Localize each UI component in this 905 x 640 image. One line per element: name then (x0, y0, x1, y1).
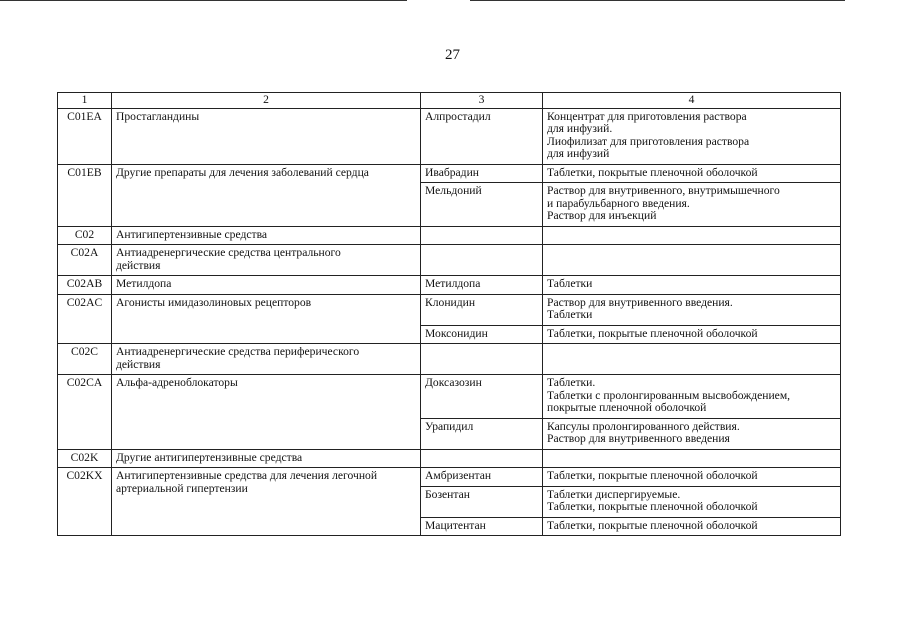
drug-classification-table (57, 92, 841, 536)
atc-code-cell: C02CA (58, 375, 112, 450)
header-cell-form: 4 (543, 93, 841, 109)
group-name-cell: Агонисты имидазолиновых рецепторов (112, 294, 421, 344)
drug-name-cell (421, 344, 543, 375)
dosage-form-cell: Капсулы пролонгированного действия. Раствор для внутривенного введения (543, 418, 841, 449)
drug-name-cell: Ивабрадин (421, 164, 543, 183)
table-row (58, 375, 841, 419)
table-row (58, 344, 841, 375)
group-name-cell: Простагландины (112, 108, 421, 164)
group-name-cell: Антиадренергические средства центрального действия (112, 245, 421, 276)
table-row (58, 245, 841, 276)
table-row (58, 468, 841, 487)
table-row (58, 226, 841, 245)
dosage-form-cell: Таблетки, покрытые пленочной оболочкой (543, 468, 841, 487)
dosage-form-cell: Концентрат для приготовления раствора для инфузий. Лиофилизат для приготовления раствора для инфузий (543, 108, 841, 164)
atc-code-cell: C02AB (58, 276, 112, 295)
table-row (58, 164, 841, 183)
drug-name-cell: Метилдопа (421, 276, 543, 295)
dosage-form-cell: Таблетки. Таблетки с пролонгированным высвобождением, покрытые пленочной оболочкой (543, 375, 841, 419)
drug-name-cell: Амбризентан (421, 468, 543, 487)
drug-name-cell (421, 449, 543, 468)
drug-name-cell: Доксазозин (421, 375, 543, 419)
atc-code-cell: C01EA (58, 108, 112, 164)
dosage-form-cell (543, 226, 841, 245)
header-row (58, 93, 841, 109)
page-number: 27 (445, 47, 460, 63)
group-name-cell: Метилдопа (112, 276, 421, 295)
drug-name-cell: Моксонидин (421, 325, 543, 344)
atc-code-cell: C02C (58, 344, 112, 375)
dosage-form-cell: Таблетки диспергируемые. Таблетки, покрытые пленочной оболочкой (543, 486, 841, 517)
group-name-cell: Другие антигипертензивные средства (112, 449, 421, 468)
drug-name-cell: Мацитентан (421, 517, 543, 536)
table-row (58, 294, 841, 325)
dosage-form-cell: Раствор для внутривенного, внутримышечного и парабульбарного введения. Раствор для инъекций (543, 183, 841, 227)
atc-code-cell: C02K (58, 449, 112, 468)
table-row (58, 276, 841, 295)
table-row (58, 449, 841, 468)
atc-code-cell: C02 (58, 226, 112, 245)
group-name-cell: Антиадренергические средства периферического действия (112, 344, 421, 375)
dosage-form-cell: Таблетки (543, 276, 841, 295)
atc-code-cell: C02KX (58, 468, 112, 536)
dosage-form-cell (543, 449, 841, 468)
drug-name-cell (421, 245, 543, 276)
group-name-cell: Альфа-адреноблокаторы (112, 375, 421, 450)
drug-name-cell: Алпростадил (421, 108, 543, 164)
header-cell-code: 1 (58, 93, 112, 109)
dosage-form-cell: Таблетки, покрытые пленочной оболочкой (543, 325, 841, 344)
dosage-form-cell (543, 344, 841, 375)
drug-name-cell: Мельдоний (421, 183, 543, 227)
dosage-form-cell: Раствор для внутривенного введения. Таблетки (543, 294, 841, 325)
header-cell-drug: 3 (421, 93, 543, 109)
dosage-form-cell: Таблетки, покрытые пленочной оболочкой (543, 164, 841, 183)
group-name-cell: Антигипертензивные средства (112, 226, 421, 245)
drug-name-cell: Клонидин (421, 294, 543, 325)
group-name-cell: Антигипертензивные средства для лечения легочной артериальной гипертензии (112, 468, 421, 536)
group-name-cell: Другие препараты для лечения заболеваний сердца (112, 164, 421, 226)
top-border-line-left (0, 0, 407, 1)
table-body (58, 93, 841, 536)
drug-name-cell: Бозентан (421, 486, 543, 517)
atc-code-cell: C02A (58, 245, 112, 276)
drug-name-cell: Урапидил (421, 418, 543, 449)
dosage-form-cell: Таблетки, покрытые пленочной оболочкой (543, 517, 841, 536)
atc-code-cell: C02AC (58, 294, 112, 344)
atc-code-cell: C01EB (58, 164, 112, 226)
dosage-form-cell (543, 245, 841, 276)
table-row (58, 108, 841, 164)
header-cell-name: 2 (112, 93, 421, 109)
drug-name-cell (421, 226, 543, 245)
top-border-line-right (470, 0, 845, 1)
